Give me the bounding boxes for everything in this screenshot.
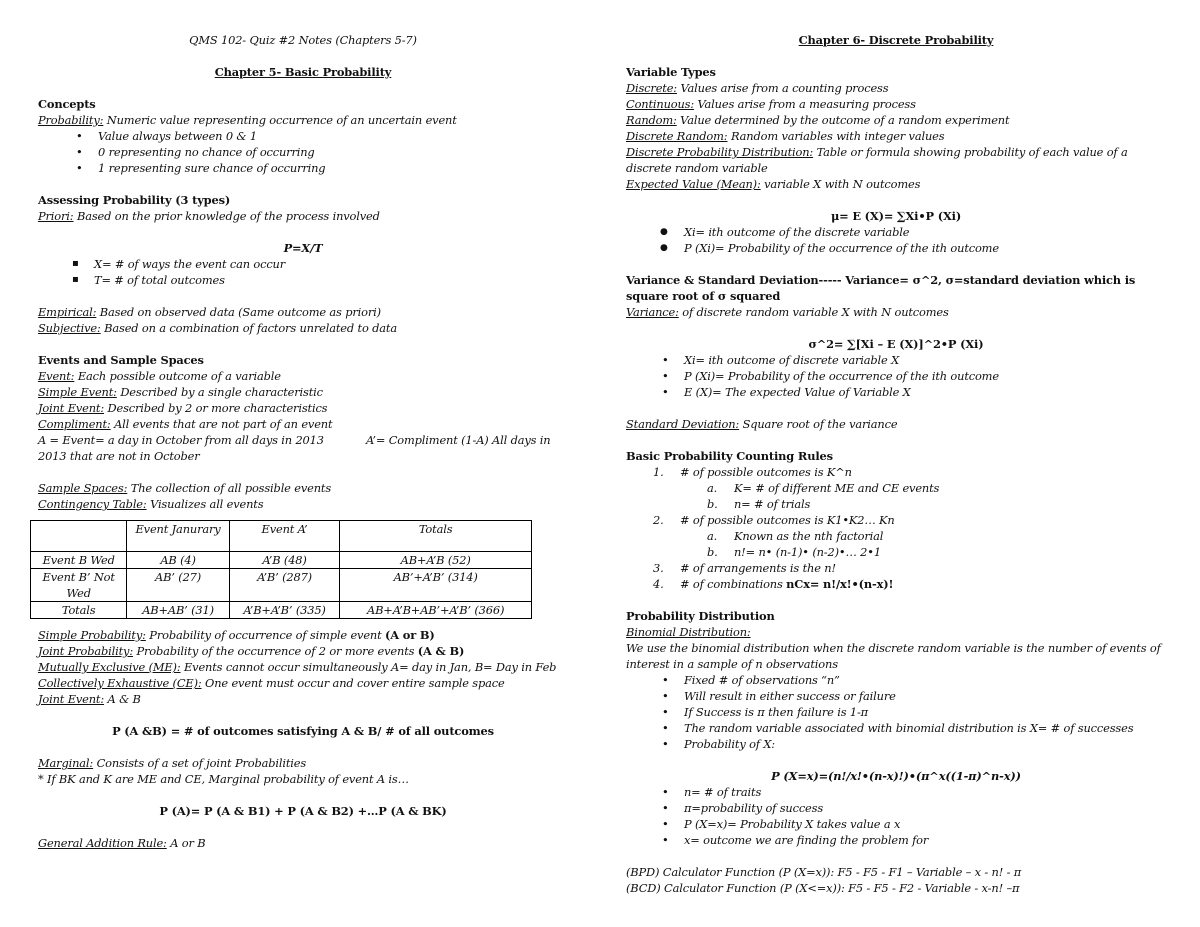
addition-rule-definition	[38, 835, 568, 851]
binomial-description: We use the binomial distribution when the discrete random variable is the number of events of	[626, 641, 1161, 655]
definition: Each possible outcome of a variable	[74, 369, 281, 383]
simple-event-definition	[38, 384, 568, 400]
term: Joint Probability:	[38, 644, 134, 658]
marginal-formula: P (A)= P (A & B1) + P (A & B2) +…P (A & BK)	[159, 804, 447, 818]
binomial-terms-list	[684, 784, 1166, 848]
event-definition	[38, 368, 568, 384]
marginal-note: * If BK and K are ME and CE, Marginal probability of event A is…	[38, 772, 409, 786]
variance-definition	[626, 304, 1166, 320]
list-item: • 1 representing sure chance of occurring	[98, 160, 568, 176]
table-cell: AB+AB’ (31)	[127, 602, 229, 619]
binomial-formula: P (X=x)=(n!/x!•(n-x)!)•(π^x((1-π)^n-x))	[771, 769, 1021, 783]
list-text: n!= n• (n-1)• (n-2)•… 2•1	[734, 545, 881, 559]
list-number: b.	[707, 545, 718, 559]
variance-formula: σ^2= ∑[Xi – E (X)]^2•P (Xi)	[808, 337, 984, 351]
list-number: a.	[707, 529, 718, 543]
list-item	[653, 512, 1166, 528]
table-cell: Event B’ Not Wed	[31, 569, 127, 602]
list-item: • Value always between 0 & 1	[98, 128, 568, 144]
term: Subjective:	[38, 321, 101, 335]
table-row	[31, 552, 532, 569]
list-item	[653, 560, 1166, 576]
term: Priori:	[38, 209, 74, 223]
discrete-definition	[626, 80, 1166, 96]
table-cell: Totals	[31, 602, 127, 619]
list-item: ● Xi= ith outcome of the discrete variable	[684, 224, 1166, 240]
list-item: • Fixed # of observations “n”	[684, 672, 1166, 688]
empirical-definition	[38, 304, 568, 320]
list-item: ● P (Xi)= Probability of the occurrence of the ith outcome	[684, 240, 1166, 256]
table-cell: Event B Wed	[31, 552, 127, 569]
list-item: • 0 representing no chance of occurring	[98, 144, 568, 160]
concepts-bullet-list	[98, 128, 568, 176]
left-column	[38, 32, 568, 851]
table-cell: A’B’ (287)	[229, 569, 340, 602]
list-item	[707, 496, 1166, 512]
term: Continuous:	[626, 97, 695, 111]
definition: Events cannot occur simultaneously A= day in Jan, B= Day in Feb	[180, 660, 557, 674]
chapter-5-title: Chapter 5- Basic Probability	[214, 65, 392, 79]
list-number: 4.	[653, 577, 664, 591]
list-item: ▪ T= # of total outcomes	[94, 272, 568, 288]
definition: All events that are not part of an event	[110, 417, 333, 431]
subjective-definition	[38, 320, 568, 336]
list-number: 3.	[653, 561, 664, 575]
term: Contingency Table:	[38, 497, 147, 511]
table-cell: AB’ (27)	[127, 569, 229, 602]
table-cell: AB+A’B (52)	[340, 552, 532, 569]
table-row	[31, 602, 532, 619]
dpd-definition	[626, 144, 1166, 160]
list-number: a.	[707, 481, 718, 495]
term: Variance:	[626, 305, 679, 319]
dpd-definition-cont: discrete random variable	[626, 161, 768, 175]
standard-deviation-definition	[626, 416, 1166, 432]
variance-heading: Variance & Standard Deviation----- Variance= σ^2, σ=standard deviation which is	[626, 273, 1136, 287]
compliment-example	[38, 432, 568, 448]
table-row	[31, 569, 532, 602]
list-item: • The random variable associated with binomial distribution is X= # of successes	[684, 720, 1166, 736]
continuous-definition	[626, 96, 1166, 112]
bcd-calculator-function: (BCD) Calculator Function (P (X<=x)): F5 - F5 - F2 - Variable - x-n! –π	[626, 881, 1020, 895]
concepts-heading: Concepts	[38, 97, 96, 111]
definition: Described by 2 or more characteristics	[104, 401, 328, 415]
term: Sample Spaces:	[38, 481, 128, 495]
simple-probability-definition	[38, 627, 568, 643]
probability-definition	[38, 112, 568, 128]
list-item: • π=probability of success	[684, 800, 1166, 816]
definition: variable X with N outcomes	[760, 177, 921, 191]
mutually-exclusive-definition	[38, 659, 568, 675]
term: Discrete:	[626, 81, 677, 95]
list-text: # of combinations	[680, 577, 787, 591]
table-cell: AB’+A’B’ (314)	[340, 569, 532, 602]
expected-value-bullet-list	[684, 224, 1166, 256]
term: Expected Value (Mean):	[626, 177, 761, 191]
sample-spaces-definition	[38, 480, 568, 496]
definition: Consists of a set of joint Probabilities	[93, 756, 307, 770]
list-item: ▪ X= # of ways the event can occur	[94, 256, 568, 272]
term: Discrete Random:	[626, 129, 728, 143]
definition: One event must occur and cover entire sample space	[201, 676, 505, 690]
table-cell	[31, 521, 127, 552]
list-number: 1.	[653, 465, 664, 479]
joint-probability-formula: P (A &B) = # of outcomes satisfying A & B/ # of all outcomes	[112, 724, 494, 738]
definition: Probability of the occurrence of 2 or more events	[133, 644, 418, 658]
joint-event-definition	[38, 400, 568, 416]
term: Joint Event:	[38, 692, 105, 706]
priori-bullet-list	[94, 256, 568, 288]
emphasis: (A or B)	[385, 628, 435, 642]
document-title: QMS 102- Quiz #2 Notes (Chapters 5-7)	[189, 33, 417, 47]
list-item: • Will result in either success or failure	[684, 688, 1166, 704]
term: Random:	[626, 113, 677, 127]
list-item	[707, 544, 1166, 560]
definition: Table or formula showing probability of each value of a	[813, 145, 1128, 159]
term: Mutually Exclusive (ME):	[38, 660, 181, 674]
binomial-bullet-list	[684, 672, 1166, 752]
compliment-definition	[38, 416, 568, 432]
list-text: # of arrangements is the n!	[680, 561, 836, 575]
expected-value-definition	[626, 176, 1166, 192]
definition: Based on a combination of factors unrelated to data	[100, 321, 397, 335]
list-item: • n= # of traits	[684, 784, 1166, 800]
definition: Square root of the variance	[739, 417, 898, 431]
counting-rules-heading: Basic Probability Counting Rules	[626, 449, 833, 463]
definition: Value determined by the outcome of a random experiment	[676, 113, 1010, 127]
chapter-6-title: Chapter 6- Discrete Probability	[798, 33, 994, 47]
variable-types-heading: Variable Types	[626, 65, 716, 79]
priori-definition	[38, 208, 568, 224]
list-item: • P (Xi)= Probability of the occurrence of the ith outcome	[684, 368, 1166, 384]
definition: Described by a single characteristic	[116, 385, 323, 399]
list-text: n= # of trials	[734, 497, 811, 511]
discrete-random-definition	[626, 128, 1166, 144]
marginal-definition	[38, 755, 568, 771]
definition: Random variables with integer values	[727, 129, 945, 143]
joint-probability-definition	[38, 643, 568, 659]
term: Marginal:	[38, 756, 94, 770]
probability-distribution-heading: Probability Distribution	[626, 609, 775, 623]
list-item: • P (X=x)= Probability X takes value a x	[684, 816, 1166, 832]
random-definition	[626, 112, 1166, 128]
term: Compliment:	[38, 417, 111, 431]
list-text: Known as the nth factorial	[734, 529, 884, 543]
list-text: # of possible outcomes is K^n	[680, 465, 852, 479]
joint-event-ab	[38, 691, 568, 707]
definition: Numeric value representing occurrence of an uncertain event	[103, 113, 457, 127]
contingency-table-definition	[38, 496, 568, 512]
list-item	[707, 528, 1166, 544]
collectively-exhaustive-definition	[38, 675, 568, 691]
list-item: • E (X)= The expected Value of Variable X	[684, 384, 1166, 400]
combination-formula: nCx= n!/x!•(n-x)!	[786, 577, 894, 591]
term: Joint Event:	[38, 401, 105, 415]
term: Event:	[38, 369, 75, 383]
table-cell: AB (4)	[127, 552, 229, 569]
contingency-table	[30, 520, 532, 619]
definition: Based on the prior knowledge of the process involved	[73, 209, 380, 223]
definition: Values arise from a counting process	[677, 81, 889, 95]
compliment-example-cont: 2013 that are not in October	[38, 449, 200, 463]
list-text: K= # of different ME and CE events	[734, 481, 940, 495]
table-cell: A’B (48)	[229, 552, 340, 569]
definition: of discrete random variable X with N outcomes	[678, 305, 949, 319]
expected-value-formula: μ= E (X)= ∑Xi•P (Xi)	[830, 209, 962, 223]
event-example: A = Event= a day in October from all days in 2013	[38, 433, 324, 447]
term: Empirical:	[38, 305, 97, 319]
table-cell: Event Janurary	[127, 521, 229, 552]
right-column	[626, 32, 1166, 896]
list-item	[653, 464, 1166, 480]
bpd-calculator-function: (BPD) Calculator Function (P (X=x)): F5 - F5 - F1 – Variable – x - n! - π	[626, 865, 1022, 879]
definition: Values arise from a measuring process	[694, 97, 916, 111]
definition: A & B	[104, 692, 141, 706]
table-cell: Totals	[340, 521, 532, 552]
definition: The collection of all possible events	[127, 481, 332, 495]
compliment-example-text: A’= Compliment (1-A) All days in	[366, 433, 551, 447]
emphasis: (A & B)	[417, 644, 465, 658]
assessing-heading: Assessing Probability (3 types)	[38, 193, 231, 207]
definition: Based on observed data (Same outcome as priori)	[96, 305, 381, 319]
priori-formula: P=X/T	[283, 241, 323, 255]
list-item: • Probability of X:	[684, 736, 1166, 752]
table-cell: A’B+A’B’ (335)	[229, 602, 340, 619]
definition: Visualizes all events	[146, 497, 264, 511]
binomial-description-cont: interest in a sample of n observations	[626, 657, 838, 671]
term: Discrete Probability Distribution:	[626, 145, 814, 159]
events-heading: Events and Sample Spaces	[38, 353, 204, 367]
binomial-distribution-term: Binomial Distribution:	[626, 625, 751, 639]
list-item: • x= outcome we are finding the problem for	[684, 832, 1166, 848]
counting-rules-list	[653, 464, 1166, 592]
term: Probability:	[38, 113, 104, 127]
term: Simple Probability:	[38, 628, 146, 642]
list-item	[707, 480, 1166, 496]
term: Collectively Exhaustive (CE):	[38, 676, 202, 690]
table-cell: AB+A’B+AB’+A’B’ (366)	[340, 602, 532, 619]
variance-heading-cont: square root of σ squared	[626, 289, 781, 303]
definition: A or B	[166, 836, 206, 850]
list-item: • Xi= ith outcome of discrete variable X	[684, 352, 1166, 368]
table-cell: Event A’	[229, 521, 340, 552]
variance-bullet-list	[684, 352, 1166, 400]
table-header-row	[31, 521, 532, 552]
list-item: • If Success is π then failure is 1-π	[684, 704, 1166, 720]
list-item	[653, 576, 1166, 592]
list-text: # of possible outcomes is K1•K2… Kn	[680, 513, 895, 527]
list-number: 2.	[653, 513, 664, 527]
definition: Probability of occurrence of simple event	[145, 628, 385, 642]
term: Standard Deviation:	[626, 417, 740, 431]
term: Simple Event:	[38, 385, 117, 399]
list-number: b.	[707, 497, 718, 511]
term: General Addition Rule:	[38, 836, 167, 850]
